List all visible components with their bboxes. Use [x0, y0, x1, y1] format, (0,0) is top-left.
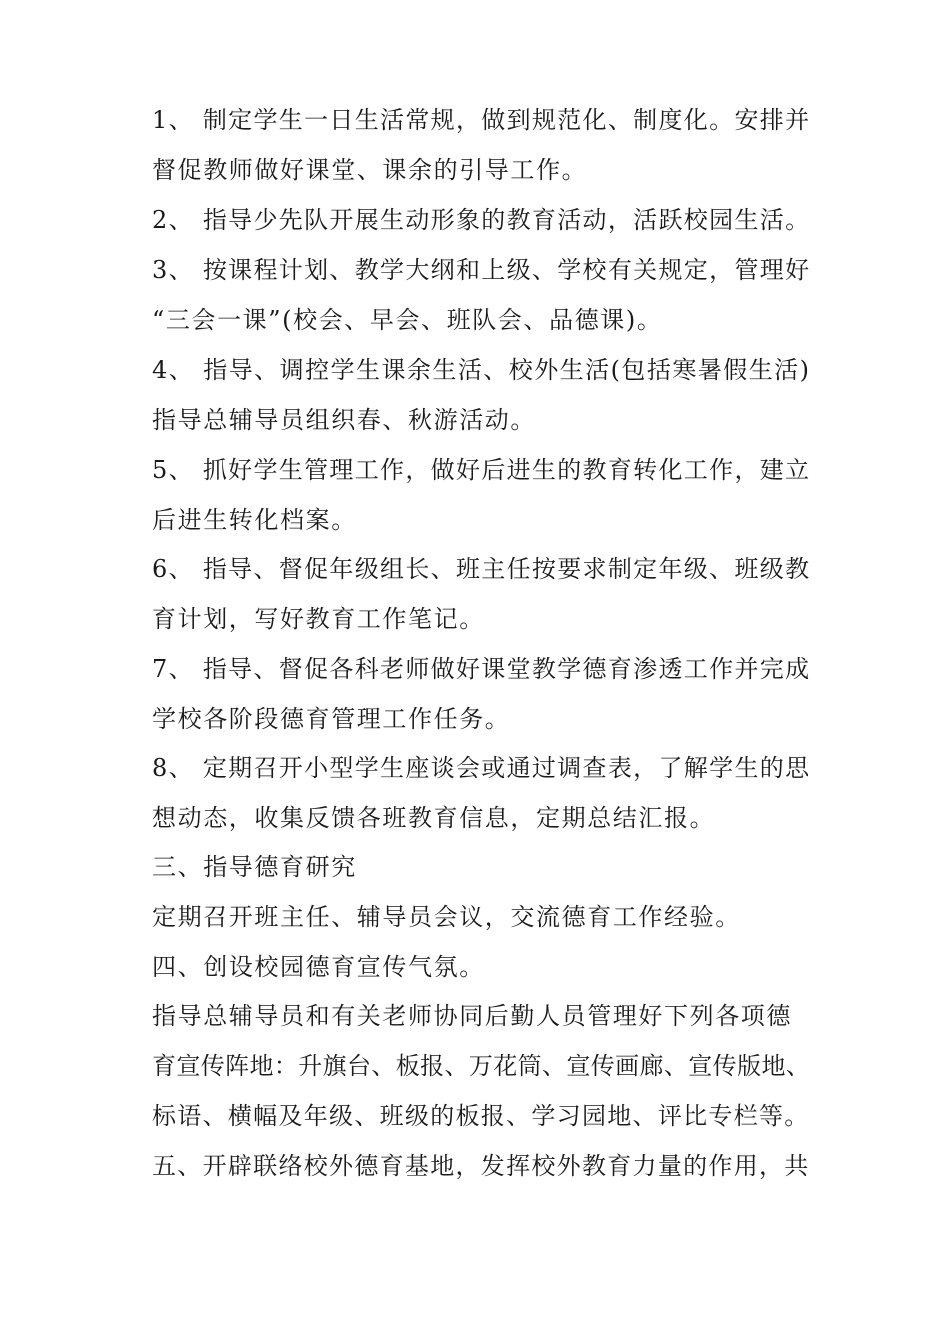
text-line: 8、 定期召开小型学生座谈会或通过调查表，了解学生的思	[152, 754, 811, 782]
section-heading: 四、创设校园德育宣传气氛。	[152, 953, 485, 981]
text-line: 6、 指导、督促年级组长、班主任按要求制定年级、班级教	[152, 555, 811, 583]
text-line: 5、 抓好学生管理工作，做好后进生的教育转化工作，建立	[152, 456, 811, 484]
text-line: 3、 按课程计划、教学大纲和上级、学校有关规定，管理好	[152, 256, 811, 284]
text-line: 1、 制定学生一日生活常规，做到规范化、制度化。安排并	[152, 106, 811, 134]
text-line: “三会一课”(校会、早会、班队会、品德课)。	[152, 306, 663, 334]
text-line: 标语、横幅及年级、班级的板报、学习园地、评比专栏等。	[152, 1102, 810, 1130]
text-line: 督促教师做好课堂、课余的引导工作。	[152, 156, 588, 184]
text-line: 4、 指导、调控学生课余生活、校外生活(包括寒暑假生活)	[152, 356, 811, 384]
text-line: 定期召开班主任、辅导员会议，交流德育工作经验。	[152, 903, 741, 931]
text-line: 育计划，写好教育工作笔记。	[152, 605, 485, 633]
text-line: 指导总辅导员组织春、秋游活动。	[152, 406, 536, 434]
text-line: 育宣传阵地：升旗台、板报、万花筒、宣传画廊、宣传版地、	[152, 1052, 811, 1080]
text-line: 学校各阶段德育管理工作任务。	[152, 705, 511, 733]
text-line: 指导总辅导员和有关老师协同后勤人员管理好下列各项德	[152, 1002, 792, 1030]
text-line: 想动态，收集反馈各班教育信息，定期总结汇报。	[152, 804, 716, 832]
section-heading: 五、开辟联络校外德育基地，发挥校外教育力量的作用，共	[152, 1152, 810, 1180]
text-line: 7、 指导、督促各科老师做好课堂教学德育渗透工作并完成	[152, 655, 811, 683]
section-heading: 三、指导德育研究	[152, 853, 357, 881]
text-line: 后进生转化档案。	[152, 506, 357, 534]
text-line: 2、 指导少先队开展生动形象的教育活动，活跃校园生活。	[152, 206, 811, 234]
